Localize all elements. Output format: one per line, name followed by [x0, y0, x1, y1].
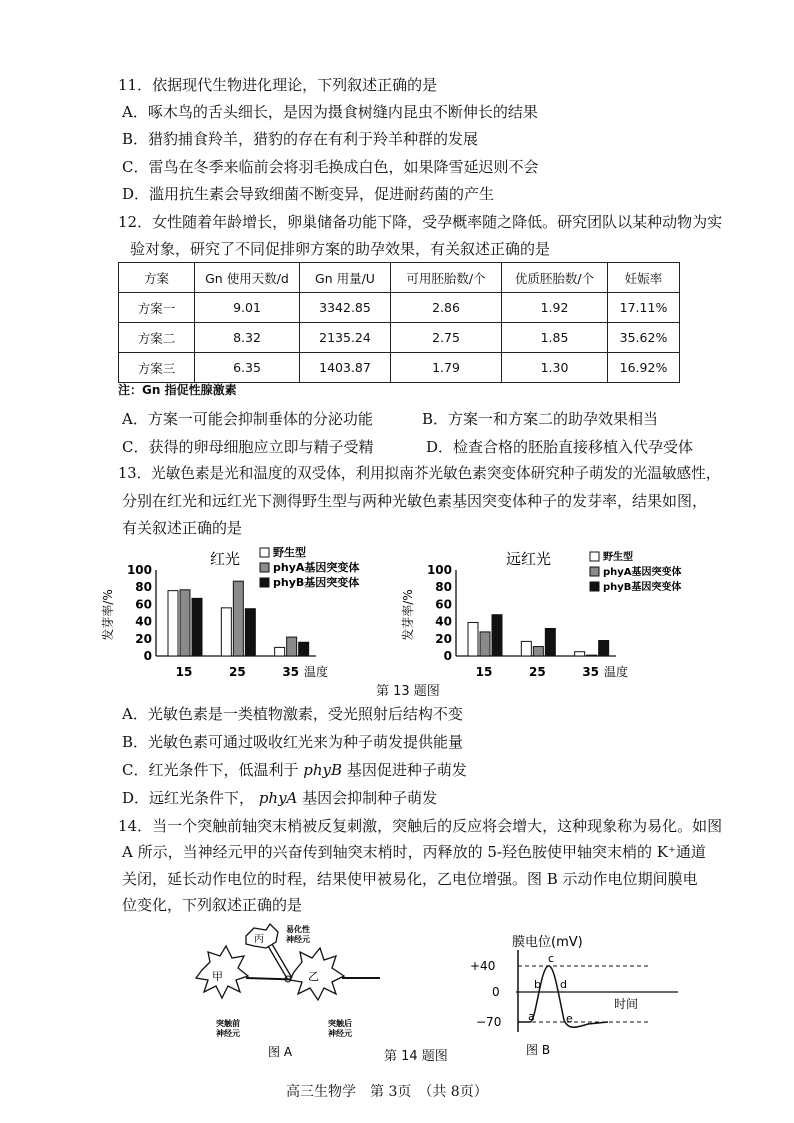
pre-neuron-line2: 神经元 — [216, 1029, 240, 1038]
red-ytick-label: 0 — [143, 649, 152, 663]
table-cell: 17.11% — [608, 293, 680, 323]
table-cell: 2135.24 — [300, 323, 391, 353]
table-cell: 2.75 — [391, 323, 502, 353]
q14-stem-line3: 关闭，延长动作电位的时程，结果使甲被易化，乙电位增强。图 B 示动作电位期间膜电 — [122, 870, 698, 888]
red-bar-wildtype — [221, 608, 231, 656]
far-bar-wildtype — [521, 641, 531, 656]
far-red-light-chart — [400, 550, 682, 679]
red-bar-wildtype — [275, 647, 285, 656]
red-legend-label: 野生型 — [273, 546, 306, 559]
q12-option-a: A．方案一可能会抑制垂体的分泌功能 — [122, 410, 373, 428]
tick-zero: 0 — [492, 985, 500, 999]
red-legend-label: phyB基因突变体 — [273, 576, 360, 589]
far-category-label: 35 — [582, 665, 600, 679]
q14-stem-line1: 14．当一个突触前轴突末梢被反复刺激，突触后的反应将会增大，这种现象称为易化。如图 — [118, 817, 723, 835]
far-category-label: 25 — [528, 665, 546, 679]
table-cell: 35.62% — [608, 323, 680, 353]
far-bar-wildtype — [468, 622, 478, 656]
far-bar-wildtype — [575, 652, 585, 656]
far-ytick-label: 20 — [435, 631, 452, 646]
q13-option-c-text1: C．红光条件下，低温利于 — [122, 761, 299, 779]
red-category-label: 35 — [282, 665, 300, 679]
table-row — [119, 293, 680, 323]
red-chart-title: 红光 — [210, 550, 241, 568]
pre-neuron-line1: 突触前 — [216, 1019, 240, 1028]
table-cell: 1.79 — [391, 353, 502, 383]
far-legend-swatch — [590, 567, 599, 576]
far-bar-phyB — [492, 615, 502, 656]
table-header-cell: 方案 — [119, 263, 195, 293]
red-legend-label: phyA基因突变体 — [273, 561, 360, 574]
figure-a-caption: 图 A — [268, 1045, 293, 1059]
q11-option-d: D．滥用抗生素会导致细菌不断变异，促进耐药菌的产生 — [122, 185, 495, 203]
table-cell: 1.30 — [502, 353, 608, 383]
table-row — [119, 323, 680, 353]
q13-figure-caption: 第 13 题图 — [376, 684, 440, 699]
q13-charts — [100, 540, 700, 700]
red-category-label: 15 — [175, 665, 193, 679]
far-bar-phyA — [480, 632, 490, 656]
red-ytick-label: 20 — [135, 631, 152, 646]
q13-stem-line2: 分别在红光和远红光下测得野生型与两种光敏色素基因突变体种子的发芽率，结果如图， — [122, 492, 708, 510]
table-cell: 16.92% — [608, 353, 680, 383]
table-header-cell: Gn 用量/U — [300, 263, 391, 293]
red-category-label: 25 — [228, 665, 246, 679]
q13-option-b: B．光敏色素可通过吸收红光来为种子萌发提供能量 — [122, 733, 464, 751]
q11-option-b: B．猎豹捕食羚羊，猎豹的存在有利于羚羊种群的发展 — [122, 130, 479, 148]
q13-stem-line1: 13．光敏色素是光和温度的双受体，利用拟南芥光敏色素突变体研究种子萌发的光温敏感性， — [118, 465, 721, 482]
far-ytick-label: 0 — [443, 649, 452, 663]
table-cell: 3342.85 — [300, 293, 391, 323]
far-ytick-label: 80 — [435, 580, 452, 595]
neuron-yi-label: 乙 — [308, 970, 319, 983]
table-header-cell: 可用胚胎数/个 — [391, 263, 502, 293]
far-legend-label: 野生型 — [603, 552, 633, 563]
far-bar-phyA — [533, 647, 543, 656]
far-xlabel: 温度 — [604, 665, 629, 679]
point-a-label: a — [528, 1010, 535, 1023]
far-ytick-label: 60 — [435, 597, 452, 612]
red-ytick-label: 60 — [135, 597, 152, 612]
table-cell: 1.85 — [502, 323, 608, 353]
red-bar-phyA — [287, 637, 297, 656]
point-d-label: d — [560, 978, 567, 991]
far-legend-label: phyB基因突变体 — [603, 582, 682, 593]
table-cell: 6.35 — [195, 353, 300, 383]
table-header-row — [119, 263, 680, 293]
far-bar-phyB — [599, 641, 609, 656]
q13-option-d-text1: D．远红光条件下， — [122, 789, 255, 807]
far-legend-swatch — [590, 582, 599, 591]
q12-data-table — [118, 262, 680, 383]
q14-stem-line4: 位变化，下列叙述正确的是 — [122, 896, 303, 914]
red-xlabel: 温度 — [304, 665, 329, 679]
tick-plus40: +40 — [470, 959, 496, 973]
table-header-cell: 妊娠率 — [608, 263, 680, 293]
red-bar-phyB — [245, 609, 255, 656]
table-cell: 1.92 — [502, 293, 608, 323]
red-ytick-label: 80 — [135, 580, 152, 595]
figure-b-xlabel: 时间 — [614, 997, 639, 1011]
q13-option-d-gene: phyA — [258, 789, 298, 807]
far-legend-swatch — [590, 552, 599, 561]
red-ylabel: 发芽率/% — [101, 589, 115, 641]
tick-minus70: −70 — [476, 1015, 502, 1029]
neuron-bing-label: 丙 — [254, 934, 264, 945]
table-cell: 8.32 — [195, 323, 300, 353]
q13-option-c-gene: phyB — [303, 761, 343, 779]
far-category-label: 15 — [475, 665, 493, 679]
table-header-cell: 优质胚胎数/个 — [502, 263, 608, 293]
q12-option-b: B．方案一和方案二的助孕效果相当 — [422, 410, 659, 428]
red-legend-swatch — [260, 578, 269, 587]
q14-figure-a — [190, 922, 390, 1062]
q12-option-d: D．检查合格的胚胎直接移植入代孕受体 — [426, 438, 694, 456]
table-cell: 2.86 — [391, 293, 502, 323]
red-light-chart — [100, 545, 359, 679]
far-chart-title: 远红光 — [506, 550, 552, 568]
q13-stem-line3: 有关叙述正确的是 — [122, 519, 243, 537]
page-footer: 高三生物学 第 3页 （共 8页） — [286, 1084, 488, 1100]
figure-b-ylabel: 膜电位(mV) — [512, 935, 583, 950]
table-cell: 方案三 — [119, 353, 195, 383]
axon-bing — [268, 944, 292, 980]
table-cell: 9.01 — [195, 293, 300, 323]
bing-desc-line1: 易化性 — [286, 925, 310, 934]
far-bar-phyB — [545, 628, 555, 656]
table-cell: 方案二 — [119, 323, 195, 353]
table-cell: 方案一 — [119, 293, 195, 323]
red-ytick-label: 40 — [135, 614, 152, 629]
q11-stem: 11．依据现代生物进化理论，下列叙述正确的是 — [118, 76, 438, 94]
point-c-label: c — [548, 952, 555, 965]
q12-table-note: 注：Gn 指促性腺激素 — [118, 383, 237, 397]
red-ytick-label: 100 — [126, 563, 152, 577]
point-e-label: e — [566, 1012, 573, 1025]
far-ytick-label: 40 — [435, 614, 452, 629]
red-legend-swatch — [260, 548, 269, 557]
far-ylabel: 发芽率/% — [401, 589, 415, 641]
post-neuron-line1: 突触后 — [328, 1019, 352, 1028]
far-bar-phyA — [587, 655, 597, 656]
table-header-cell: Gn 使用天数/d — [195, 263, 300, 293]
q12-option-c: C．获得的卵母细胞应立即与精子受精 — [122, 438, 374, 456]
q13-option-c-text2: 基因促进种子萌发 — [346, 761, 467, 779]
q13-option-d-text2: 基因会抑制种子萌发 — [302, 789, 438, 807]
post-neuron-line2: 神经元 — [328, 1029, 352, 1038]
q12-stem-line2: 验对象，研究了不同促排卵方案的助孕效果，有关叙述正确的是 — [130, 240, 551, 258]
red-legend-swatch — [260, 563, 269, 572]
q11-option-a: A．啄木鸟的舌头细长，是因为摄食树缝内昆虫不断伸长的结果 — [122, 103, 538, 121]
neuron-jia-label: 甲 — [212, 970, 223, 983]
q11-option-c: C．雷鸟在冬季来临前会将羽毛换成白色，如果降雪延迟则不会 — [122, 158, 539, 176]
red-bar-phyB — [192, 598, 202, 656]
figure-b-caption: 图 B — [526, 1043, 551, 1057]
q14-figure-caption: 第 14 题图 — [384, 1049, 448, 1064]
q13-option-c — [122, 760, 467, 780]
far-ytick-label: 100 — [426, 563, 452, 577]
q12-stem-line1: 12．女性随着年龄增长，卵巢储备功能下降，受孕概率随之降低。研究团队以某种动物为实 — [118, 213, 723, 231]
table-cell: 1403.87 — [300, 353, 391, 383]
q14-figure-b — [468, 930, 688, 1060]
red-bar-wildtype — [168, 591, 178, 656]
q13-option-a: A．光敏色素是一类植物激素，受光照射后结构不变 — [122, 705, 463, 723]
q14-stem-line2: A 所示，当神经元甲的兴奋传到轴突末梢时，丙释放的 5-羟色胺使甲轴突末梢的 K⁺通道 — [122, 843, 706, 861]
red-bar-phyA — [233, 581, 243, 656]
q13-option-d — [122, 788, 437, 808]
bing-desc-line2: 神经元 — [286, 935, 310, 944]
red-bar-phyA — [180, 590, 190, 656]
red-bar-phyB — [299, 642, 309, 656]
table-row — [119, 353, 680, 383]
point-b-label: b — [534, 978, 541, 991]
far-legend-label: phyA基因突变体 — [603, 567, 682, 578]
